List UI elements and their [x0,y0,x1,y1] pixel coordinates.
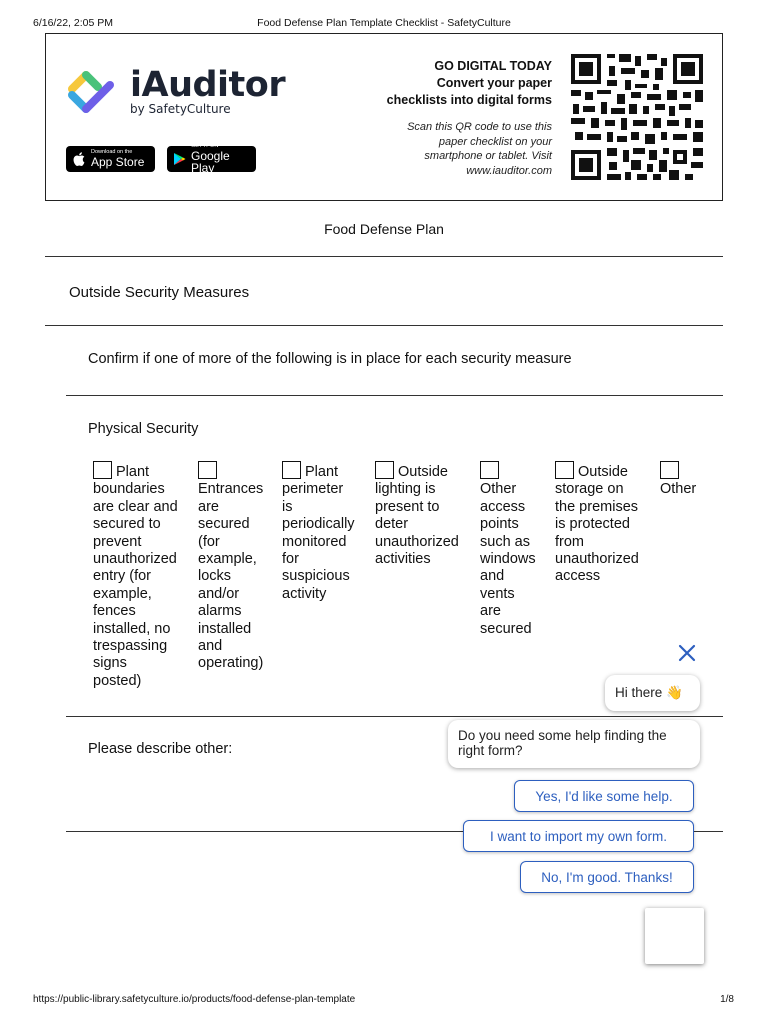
google-play-icon [173,151,186,167]
option-line: posted) [93,672,142,689]
checkbox[interactable] [480,461,499,479]
checkbox[interactable] [198,461,217,479]
option-line: Plant [305,464,339,480]
scan-line-3: smartphone or tablet. Visit [424,150,552,162]
app-store-button[interactable] [66,146,155,172]
googleplay-small-label: GET IT ON [191,143,219,150]
option-line: present to [375,498,440,515]
option-line: secured [198,516,250,533]
option-line: unauthorized [555,551,639,568]
logo-name: iAuditor [130,65,286,105]
confirm-divider [66,395,723,396]
option-line: suspicious [282,568,350,585]
option-line: from [555,533,584,550]
option-line: unauthorized [375,533,459,550]
scan-line-4: www.iauditor.com [466,164,552,177]
option-entrances[interactable] [198,461,278,673]
option-line: Outside [398,464,448,480]
option-line: access [480,498,526,515]
option-line: points [480,516,519,533]
iauditor-logo-icon [66,67,120,119]
section-title: Food Defense Plan [324,221,444,237]
option-line: and [198,638,223,655]
option-plant-perimeter[interactable] [282,461,372,603]
go-digital-line-2: Convert your paper [436,76,552,90]
appstore-label: App Store [91,154,145,169]
option-line: deter [375,516,409,533]
checkbox[interactable] [282,461,301,479]
option-line: signs [93,655,127,672]
option-line: are [198,498,219,515]
option-line: secured [480,620,532,637]
go-digital-line-1: GO DIGITAL TODAY [434,59,552,73]
option-line: access [555,568,601,585]
option-line: vents [480,585,515,602]
option-line: are [480,603,501,620]
option-line: Outside [578,464,628,480]
option-line: boundaries [93,481,165,498]
option-line: fences [93,603,136,620]
option-line: trespassing [93,638,168,655]
outside-heading-divider [45,325,723,326]
apple-icon [72,151,86,167]
option-line: prevent [93,533,142,550]
reply-no-thanks-button[interactable]: No, I'm good. Thanks! [520,861,694,893]
qr-code-icon [569,52,705,182]
option-line: for [282,551,299,568]
iauditor-banner [45,33,723,201]
option-other-access-points[interactable] [480,461,550,638]
option-line: lighting is [375,481,436,498]
scan-line-1: Scan this QR code to use this [407,121,552,133]
option-line: and/or [198,585,240,602]
checkbox[interactable] [660,461,679,479]
chat-launcher-button[interactable] [645,908,704,964]
section-title-divider [45,256,723,257]
option-line: unauthorized [93,551,177,568]
checkbox[interactable] [93,461,112,479]
option-line: is protected [555,516,630,533]
options-divider [66,716,723,717]
option-line: (for [198,533,220,550]
print-url: https://public-library.safetyculture.io/products/food-defense-plan-template [33,994,356,1005]
option-line: installed, no [93,620,171,637]
option-line: and [480,568,505,585]
option-line: Other [480,481,517,498]
confirm-instruction: Confirm if one of more of the following is in place for each security measure [88,351,572,367]
option-line: storage on [555,481,624,498]
option-line: alarms [198,603,242,620]
option-line: activities [375,551,431,568]
scan-instructions [362,120,552,178]
option-line: such as [480,533,530,550]
google-play-button[interactable] [167,143,256,175]
option-line: perimeter [282,481,344,498]
option-line: Plant [116,464,150,480]
outside-security-heading: Outside Security Measures [69,284,250,301]
appstore-small-label: Download on the [91,149,133,156]
option-line: installed [198,620,252,637]
chat-question-bubble: Do you need some help finding the right form? [448,720,700,768]
checkbox[interactable] [375,461,394,479]
reply-yes-help-button[interactable]: Yes, I'd like some help. [514,780,694,812]
option-line: periodically [282,516,355,533]
close-icon[interactable] [677,643,697,663]
option-line: operating) [198,655,264,672]
option-line: monitored [282,533,347,550]
option-line: secured to [93,516,161,533]
option-outside-storage[interactable] [555,461,655,586]
option-line: example, [198,551,257,568]
option-line: Other [660,481,697,498]
option-plant-boundaries[interactable] [93,461,193,690]
chat-greeting-bubble: Hi there 👋 [605,675,700,711]
print-page-title: Food Defense Plan Template Checklist - SafetyCulture [257,17,511,29]
describe-other-label: Please describe other: [88,741,233,757]
print-header [0,17,768,31]
option-other[interactable] [660,461,720,499]
go-digital-line-3: checklists into digital forms [386,93,552,107]
option-line: are clear and [93,498,178,515]
googleplay-label: Google Play [191,148,230,175]
print-datetime: 6/16/22, 2:05 PM [33,17,113,29]
option-line: example, [93,585,152,602]
option-outside-lighting[interactable] [375,461,475,568]
physical-security-label: Physical Security [88,421,199,437]
option-line: the premises [555,498,639,515]
scan-line-2: paper checklist on your [438,135,552,148]
checkbox[interactable] [555,461,574,479]
option-line: activity [282,585,327,602]
option-line: Entrances [198,481,264,498]
reply-import-form-button[interactable]: I want to import my own form. [463,820,694,852]
option-line: windows [480,551,536,568]
logo-byline: by SafetyCulture [130,102,231,116]
option-line: is [282,498,293,515]
print-page-number: 1/8 [720,994,734,1005]
option-line: entry (for [93,568,152,585]
option-line: locks [198,568,232,585]
go-digital-heading [332,58,552,109]
